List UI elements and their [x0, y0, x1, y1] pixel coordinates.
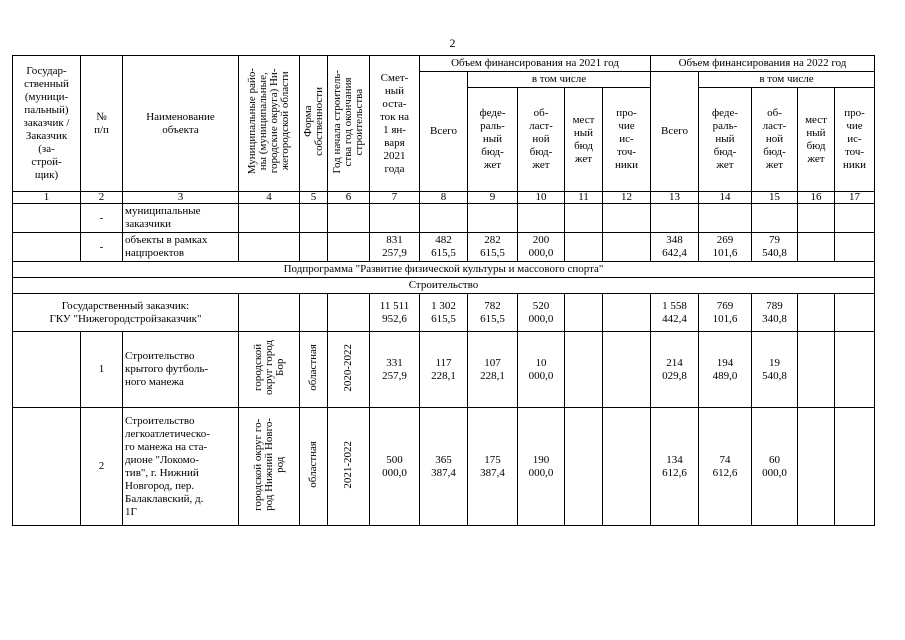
ownership: областная	[307, 441, 319, 488]
cell-total-2022: 214 029,8	[651, 332, 699, 408]
table-row-state-customer	[13, 294, 875, 332]
column-number: 17	[835, 192, 875, 204]
column-number: 3	[123, 192, 239, 204]
column-number: 2	[81, 192, 123, 204]
state-customer-name: Государственный заказчик: ГКУ "Нижегородстройзаказчик"	[13, 294, 239, 332]
cell-total-2022: 1 558 442,4	[651, 294, 699, 332]
cell-federal-2022: 194 489,0	[699, 332, 752, 408]
header-ownership-cell	[300, 56, 328, 192]
column-number: 10	[518, 192, 565, 204]
header-fin-2022: Объем финансирования на 2022 год	[651, 56, 875, 72]
cell-total-2022: 134 612,6	[651, 408, 699, 526]
header-num: № п/п	[81, 56, 123, 192]
header-ownership: Форма собственности	[301, 87, 325, 156]
header-including-2021: в том числе	[468, 72, 651, 88]
cell-regional-2021: 10 000,0	[518, 332, 565, 408]
column-number: 14	[699, 192, 752, 204]
years-cell	[328, 332, 370, 408]
cell-balance: 500 000,0	[370, 408, 420, 526]
header-fin-2021: Объем финансирования на 2021 год	[420, 56, 651, 72]
cell-regional-2022: 19 540,8	[752, 332, 798, 408]
column-number: 12	[603, 192, 651, 204]
row-num: 1	[81, 332, 123, 408]
header-including-2022: в том числе	[699, 72, 875, 88]
section-construction: Строительство	[13, 278, 875, 294]
object-name: Строительство легкоатлетическо- го манежа на ста- дионе "Локомо- тив", г. Нижний Новгород, пер. Балаклавский, д. 1Г	[123, 408, 239, 526]
table-row-municipal	[13, 204, 875, 233]
years-cell	[328, 408, 370, 526]
cell-total-2021: 1 302 615,5	[420, 294, 468, 332]
header-years: Год начала строитель- ства год окончания строительства	[331, 69, 365, 174]
cell-federal-2022: 769 101,6	[699, 294, 752, 332]
page-number: 2	[449, 36, 456, 50]
municipality-cell	[239, 408, 300, 526]
row-num: -	[81, 233, 123, 262]
cell-total-2021: 365 387,4	[420, 408, 468, 526]
ownership-cell	[300, 408, 328, 526]
column-number: 5	[300, 192, 328, 204]
column-number: 4	[239, 192, 300, 204]
municipality: городской округ го- род Нижний Новго- род	[251, 418, 286, 511]
column-number-row	[13, 192, 875, 204]
ownership: областная	[307, 344, 319, 391]
column-number: 8	[420, 192, 468, 204]
cell-federal-2021: 175 387,4	[468, 408, 518, 526]
column-number: 13	[651, 192, 699, 204]
cell-total-2022: 348 642,4	[651, 233, 699, 262]
header-customer: Государ- ственный (муници- пальный) заказчик / Заказчик (за- строй- щик)	[13, 56, 81, 192]
header-federal-2021: феде- раль- ный бюд- жет	[468, 88, 518, 192]
header-municipality-cell	[239, 56, 300, 192]
header-regional-2022: об- ласт- ной бюд- жет	[752, 88, 798, 192]
cell-regional-2021: 190 000,0	[518, 408, 565, 526]
cell-balance: 11 511 952,6	[370, 294, 420, 332]
header-regional-2021: об- ласт- ной бюд- жет	[518, 88, 565, 192]
row-num: 2	[81, 408, 123, 526]
row-num: -	[81, 204, 123, 233]
header-other-2021: про- чие ис- точ- ники	[603, 88, 651, 192]
header-local-2021: мест ный бюд жет	[565, 88, 603, 192]
cell-balance: 331 257,9	[370, 332, 420, 408]
subprogram-title: Подпрограмма "Развитие физической культуры и массового спорта"	[13, 262, 875, 278]
column-number: 1	[13, 192, 81, 204]
construction-years: 2020-2022	[342, 343, 354, 392]
column-number: 9	[468, 192, 518, 204]
header-municipality: Муниципальные райо- ны (муниципальные, городские округа) Ни- жегородской области	[246, 68, 291, 175]
column-number: 16	[798, 192, 835, 204]
header-years-cell	[328, 56, 370, 192]
cell-total-2021: 117 228,1	[420, 332, 468, 408]
row-name: муниципальные заказчики	[123, 204, 239, 233]
cell-regional-2021: 520 000,0	[518, 294, 565, 332]
header-federal-2022: феде- раль- ный бюд- жет	[699, 88, 752, 192]
header-local-2022: мест ный бюд жет	[798, 88, 835, 192]
column-number: 15	[752, 192, 798, 204]
cell-regional-2022: 789 340,8	[752, 294, 798, 332]
column-number: 7	[370, 192, 420, 204]
cell-regional-2022: 79 540,8	[752, 233, 798, 262]
cell-federal-2021: 282 615,5	[468, 233, 518, 262]
column-number: 6	[328, 192, 370, 204]
municipality-cell	[239, 332, 300, 408]
cell-federal-2021: 107 228,1	[468, 332, 518, 408]
cell-total-2021: 482 615,5	[420, 233, 468, 262]
cell-regional-2021: 200 000,0	[518, 233, 565, 262]
cell-regional-2022: 60 000,0	[752, 408, 798, 526]
cell-federal-2022: 74 612,6	[699, 408, 752, 526]
header-total-2022: Всего	[651, 72, 699, 192]
cell-balance: 831 257,9	[370, 233, 420, 262]
table-row-item-2	[13, 408, 875, 526]
header-balance: Смет- ный оста- ток на 1 ян- варя 2021 года	[370, 56, 420, 192]
header-other-2022: про- чие ис- точ- ники	[835, 88, 875, 192]
table-row-item-1	[13, 332, 875, 408]
municipality: городской округ город Бор	[251, 340, 286, 395]
column-number: 11	[565, 192, 603, 204]
table-row-national-projects	[13, 233, 875, 262]
object-name: Строительство крытого футболь- ного манежа	[123, 332, 239, 408]
header-object: Наименование объекта	[123, 56, 239, 192]
cell-federal-2022: 269 101,6	[699, 233, 752, 262]
financing-table	[12, 55, 875, 526]
header-total-2021: Всего	[420, 72, 468, 192]
construction-years: 2021-2022	[342, 440, 354, 489]
cell-federal-2021: 782 615,5	[468, 294, 518, 332]
ownership-cell	[300, 332, 328, 408]
row-name: объекты в рамках нацпроектов	[123, 233, 239, 262]
